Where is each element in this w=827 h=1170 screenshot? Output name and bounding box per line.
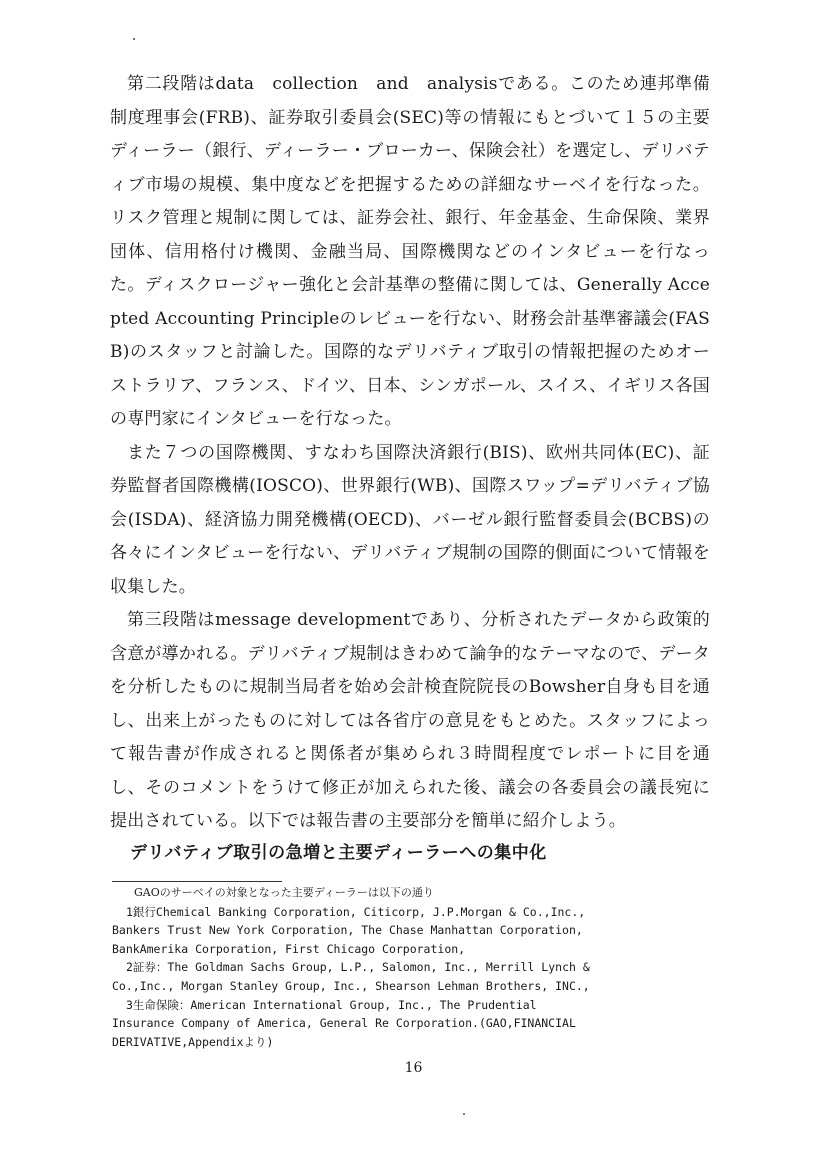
scan-speck-top <box>133 38 135 40</box>
footnote-line: BankAmerika Corporation, First Chicago Corporation, <box>112 941 466 956</box>
section-heading: デリバティブ取引の急増と主要ディーラーへの集中化 <box>130 843 547 863</box>
paragraph-international-organizations: また７つの国際機関、すなわち国際決済銀行(BIS)、欧州共同体(EC)、証券監督者国際機構(IOSCO)、世界銀行(WB)、国際スワップ=デリバティブ協会(ISDA)、経済協力開発機構(OECD)、バーゼル銀行監督委員会(BCBS)の各々にインタビューを行ない、デリバティブ規制の国際的側面について情報を収集した。 <box>110 442 710 597</box>
scan-speck-bottom <box>463 1113 465 1115</box>
footnote-line: Co.,Inc., Morgan Stanley Group, Inc., Shearson Lehman Brothers, INC., <box>112 978 590 993</box>
footnote-rule <box>112 881 282 882</box>
paragraph-data-collection: 第二段階はdata collection and analysisである。このため連邦準備制度理事会(FRB)、証券取引委員会(SEC)等の情報にもとづいて１５の主要ディーラー（銀行、ディーラー・ブローカー、保険会社）を選定し、デリバティブ市場の規模、集中度などを把握するための詳細なサーベイを行なった。リスク管理と規制に関しては、証券会社、銀行、年金基金、生命保険、業界団体、信用格付け機関、金融当局、国際機関などのインタビューを行なった。ディスクロージャー強化と会計基準の整備に関しては、Generally Accepted Accounting Principleのレビューを行ない、財務会計基準審議会(FASB)のスタッフと討論した。国際的なデリバティブ取引の情報把握のためオーストラリア、フランス、ドイツ、日本、シンガポール、スイス、イギリス各国の専門家にインタビューを行なった。 <box>110 74 710 429</box>
page-number: 16 <box>404 1060 423 1076</box>
footnote-heading: GAOのサーベイの対象となった主要ディーラーは以下の通り <box>134 886 434 899</box>
footnote-line: Bankers Trust New York Corporation, The Chase Manhattan Corporation, <box>112 923 583 938</box>
footnote-line: Insurance Company of America, General Re Corporation.(GAO,FINANCIAL <box>112 1016 576 1031</box>
body-text <box>110 68 710 839</box>
footnote-line-securities: 2証券：The Goldman Sachs Group, L.P., Salomon, Inc., Merrill Lynch & <box>126 960 590 975</box>
footnote-line-insurance: 3生命保険：American International Group, Inc., The Prudential <box>126 997 537 1012</box>
footnotes <box>112 884 707 1051</box>
paragraph-message-development: 第三段階はmessage developmentであり、分析されたデータから政策的含意が導かれる。デリバティブ規制はきわめて論争的なテーマなので、データを分析したものに規制当局者を始め会計検査院院長のBowsher自身も目を通し、出来上がったものに対しては各省庁の意見をもとめた。スタッフによって報告書が作成されると関係者が集められ３時間程度でレポートに目を通し、そのコメントをうけて修正が加えられた後、議会の各委員会の議長宛に提出されている。以下では報告書の主要部分を簡単に紹介しよう。 <box>110 610 710 831</box>
footnote-line: DERIVATIVE,Appendixより) <box>112 1034 274 1049</box>
footnote-line-banks: 1銀行Chemical Banking Corporation, Citicorp, J.P.Morgan & Co.,Inc., <box>126 904 586 919</box>
